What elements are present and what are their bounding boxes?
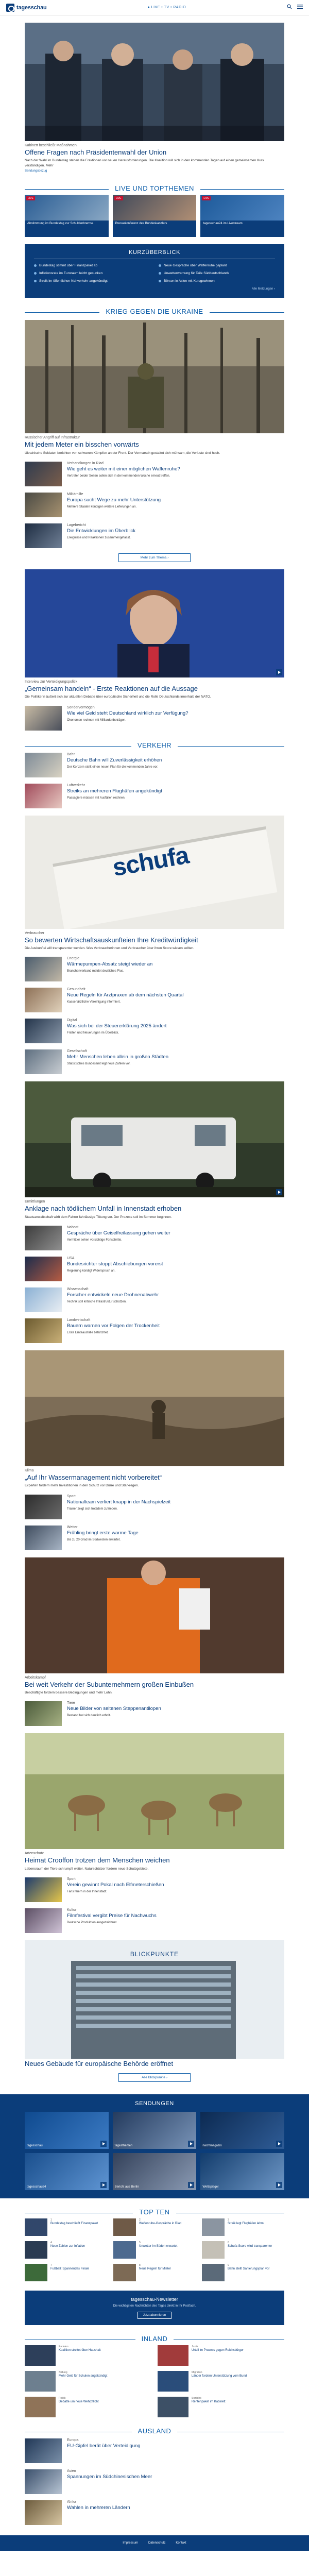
live-card-caption: Abstimmung im Bundestag zur Schuldenbremse: [27, 222, 94, 226]
item-headline[interactable]: Wie geht es weiter mit einer möglichen Waffenruhe?: [67, 466, 180, 472]
ausland-section-title: AUSLAND: [132, 2427, 178, 2435]
main-content: [0, 23, 309, 2082]
inland-item[interactable]: [158, 2397, 284, 2417]
ukraine-image[interactable]: [25, 320, 284, 433]
topten-item[interactable]: [202, 2241, 284, 2259]
sendung-label: nachtmagazin: [202, 2144, 222, 2148]
inland-section-title: INLAND: [135, 2335, 174, 2343]
list-item[interactable]: [25, 2438, 284, 2463]
topten-section-header: [25, 2208, 284, 2216]
sendungen-grid: [25, 2112, 284, 2190]
item-kicker: Parteien: [59, 2345, 68, 2348]
live-card[interactable]: [200, 195, 284, 237]
item-headline[interactable]: Was sich bei der Steuererklärung 2025 ändert: [67, 1023, 167, 1029]
newsletter-subscribe-button[interactable]: Jetzt abonnieren: [138, 2312, 171, 2319]
item-kicker: Landwirtschaft: [67, 1318, 91, 1323]
kurzueberblick-item[interactable]: Inflationsrate im Euroraum leicht gesunken: [34, 271, 150, 276]
sendung-label: Bericht aus Berlin: [114, 2185, 139, 2189]
live-ticker-link[interactable]: ● LIVE • TV • RADIO: [147, 6, 186, 9]
footer-link-impressum[interactable]: Impressum: [123, 2541, 138, 2545]
footer-link-kontakt[interactable]: Kontakt: [176, 2541, 186, 2545]
inland-grid: [25, 2345, 284, 2417]
live-grid: [25, 195, 284, 237]
feature-kicker: Interview zur Verteidigungspolitik: [25, 680, 77, 684]
workers-headline[interactable]: Bei weit Verkehr der Subunternehmern großen Einbußen: [25, 1680, 194, 1688]
blickpunkte-image[interactable]: [25, 1940, 284, 2059]
sendung-card[interactable]: [200, 2112, 284, 2149]
live-badge: LIVE: [26, 196, 35, 200]
live-badge: LIVE: [114, 196, 123, 200]
blickpunkte-overlay-label: BLICKPUNKTE: [130, 1951, 179, 1958]
sendung-card[interactable]: [25, 2153, 109, 2190]
topten-item[interactable]: [25, 2241, 107, 2259]
topten-grid: [25, 2218, 284, 2281]
sendung-label: tagesthemen: [114, 2144, 133, 2148]
item-headline[interactable]: Nationalteam verliert knapp in der Nachspielzeit: [67, 1499, 171, 1505]
topten-rank: 1: [50, 2218, 52, 2222]
item-teaser: Passagiere müssen mit Ausfällen rechnen.: [67, 796, 126, 800]
live-card-caption: Pressekonferenz des Bundeskanzlers: [115, 222, 167, 226]
bullet-icon: [34, 272, 37, 275]
item-headline[interactable]: Debatte um neue Wehrpflicht: [59, 2400, 99, 2403]
schufa-image[interactable]: [25, 816, 284, 929]
workers-teaser: Beschäftigte fordern bessere Bedingungen und mehr Lohn.: [25, 1690, 113, 1694]
item-headline[interactable]: Urteil im Prozess gegen Reichsbürger: [192, 2348, 244, 2352]
item-headline[interactable]: Gespräche über Geiselfreilassung gehen weiter: [67, 1230, 170, 1236]
item-kicker: Gesundheit: [67, 988, 85, 992]
bullet-icon: [34, 280, 37, 282]
item-headline[interactable]: Mehr Menschen leben allein in großen Städten: [67, 1054, 168, 1060]
inland-item[interactable]: [158, 2371, 284, 2392]
list-item[interactable]: [25, 1877, 284, 1902]
bullet-icon: [159, 264, 161, 267]
topten-headline[interactable]: Unwetter im Süden erwartet: [139, 2245, 178, 2248]
item-headline[interactable]: Die Entwicklungen im Überblick: [67, 528, 136, 534]
topten-headline[interactable]: Bahn stellt Sanierungsplan vor: [228, 2267, 270, 2271]
topten-rank: 9: [228, 2264, 229, 2267]
item-kicker: Bildung: [59, 2370, 67, 2374]
item-teaser: Fristen und Neuerungen im Überblick.: [67, 1031, 119, 1035]
weather-image[interactable]: [25, 1350, 284, 1466]
item-teaser: Erste Ernteausfälle befürchtet.: [67, 1331, 109, 1334]
item-teaser: Vertreter beider Seiten sollen sich in der kommenden Woche erneut treffen.: [67, 474, 170, 478]
inland-section-header: [25, 2334, 284, 2343]
list-item[interactable]: [25, 706, 284, 731]
item-headline[interactable]: Neue Regeln für Arztpraxen ab dem nächsten Quartal: [67, 992, 184, 998]
list-item[interactable]: [25, 1701, 284, 1726]
list-item[interactable]: [25, 1526, 284, 1550]
topten-item[interactable]: [113, 2241, 196, 2259]
item-kicker: Europa: [67, 2438, 79, 2442]
item-kicker: Kultur: [67, 1908, 77, 1912]
topten-rank: 5: [139, 2241, 141, 2245]
schufa-headline[interactable]: So bewerten Wirtschaftsauskunfteien Ihre Kreditwürdigkeit: [25, 936, 198, 944]
item-kicker: Luftverkehr: [67, 783, 85, 787]
list-item[interactable]: [25, 2469, 284, 2494]
footer-link-datenschutz[interactable]: Datenschutz: [148, 2541, 166, 2545]
live-card[interactable]: [25, 195, 109, 237]
topten-headline[interactable]: Fußball: Spannendes Finale: [50, 2267, 90, 2271]
list-item[interactable]: [25, 1049, 284, 1074]
bullet-icon: [159, 272, 161, 275]
sendungen-title: SENDUNGEN: [135, 2100, 174, 2107]
newsletter-text: Die wichtigsten Nachrichten des Tages direkt in Ihr Postfach.: [113, 2304, 196, 2308]
antelope-kicker: Artenschutz: [25, 1852, 44, 1856]
sendung-card[interactable]: [200, 2153, 284, 2190]
newsletter-box: [25, 2291, 284, 2325]
item-headline[interactable]: Europa sucht Wege zu mehr Unterstützung: [67, 497, 161, 503]
item-headline[interactable]: Koalition streitet über Haushalt: [59, 2348, 101, 2352]
item-teaser: Fans feiern in der Innenstadt.: [67, 1890, 108, 1893]
item-headline[interactable]: Filmfestival vergibt Preise für Nachwuchs: [67, 1913, 157, 1919]
item-kicker: Tiere: [67, 1701, 75, 1705]
kurzueberblick-box: [25, 244, 284, 298]
kurzueberblick-item[interactable]: Börsen in Asien mit Kursgewinnen: [159, 279, 275, 283]
item-teaser: Ökonomen rechnen mit Milliardenbeträgen.: [67, 718, 127, 722]
topten-headline[interactable]: Streik legt Flughäfen lahm: [228, 2222, 264, 2226]
lead-image[interactable]: [25, 23, 284, 141]
list-item[interactable]: [25, 957, 284, 981]
inland-item[interactable]: [25, 2371, 151, 2392]
list-item[interactable]: [25, 1257, 284, 1281]
item-kicker: Sondervermögen: [67, 705, 95, 709]
item-headline[interactable]: Deutsche Bahn will Zuverlässigkeit erhöhen: [67, 757, 162, 763]
header-icons: [287, 4, 303, 11]
item-headline[interactable]: Rentenpaket im Kabinett: [192, 2400, 226, 2403]
schufa-teaser: Die Auskunftei will transparenter werden. Was Verbraucherinnen und Verbraucher über ihren Score wissen sollten.: [25, 946, 195, 950]
sendung-label: Weltspiegel: [202, 2185, 219, 2189]
list-item[interactable]: [25, 1908, 284, 1933]
item-headline[interactable]: Wahlen in mehreren Ländern: [67, 2504, 130, 2511]
tagesschau-logo[interactable]: [6, 4, 47, 12]
item-teaser: Kassenärztliche Vereinigung informiert.: [67, 1001, 121, 1004]
item-kicker: Asien: [67, 2469, 76, 2473]
item-headline[interactable]: Wärmepumpen-Absatz steigt wieder an: [67, 961, 153, 968]
search-icon[interactable]: [287, 4, 292, 11]
item-teaser: Trainer zeigt sich trotzdem zufrieden.: [67, 1507, 118, 1511]
top-navigation-bar: [0, 0, 309, 15]
kurzueberblick-item[interactable]: Unwetterwarnung für Teile Süddeutschlands: [159, 271, 275, 276]
footer: [0, 2535, 309, 2551]
item-kicker: Sport: [67, 1877, 76, 1882]
antelope-image[interactable]: [25, 1733, 284, 1849]
topten-headline[interactable]: Neue Regeln für Mieter: [139, 2267, 171, 2271]
list-item[interactable]: [25, 988, 284, 1012]
topten-item[interactable]: [113, 2264, 196, 2281]
play-icon[interactable]: [188, 2182, 194, 2188]
item-kicker: Soziales: [192, 2396, 201, 2400]
schufa-kicker: Verbraucher: [25, 931, 45, 935]
list-item[interactable]: [25, 462, 284, 486]
item-teaser: Branchenverband meldet deutliches Plus.: [67, 970, 124, 973]
lower-content: [0, 2208, 309, 2524]
topten-rank: 3: [228, 2218, 229, 2222]
item-kicker: Gesellschaft: [67, 1049, 87, 1054]
play-icon[interactable]: [100, 2182, 107, 2188]
topten-item[interactable]: [202, 2264, 284, 2281]
item-teaser: Vermittler sehen vorsichtige Fortschritte.: [67, 1238, 123, 1242]
play-icon[interactable]: [276, 669, 282, 675]
item-kicker: USA: [67, 1257, 75, 1261]
logo-text: tagesschau: [16, 4, 47, 11]
weather-headline[interactable]: „Auf Ihr Wassermanagement nicht vorbereitet“: [25, 1473, 162, 1482]
kurzueberblick-list: [34, 263, 275, 283]
live-section-title: LIVE UND TOPTHEMEN: [109, 184, 200, 192]
item-headline[interactable]: Länder fordern Unterstützung vom Bund: [192, 2374, 247, 2378]
item-headline[interactable]: Wie viel Geld steht Deutschland wirklich zur Verfügung?: [67, 710, 188, 716]
feature-headline[interactable]: „Gemeinsam handeln“ - Erste Reaktionen auf die Aussage: [25, 685, 198, 693]
live-badge: LIVE: [202, 196, 211, 200]
topten-headline[interactable]: Schufa-Score wird transparenter: [228, 2245, 272, 2248]
item-kicker: Lagebericht: [67, 523, 86, 528]
list-item[interactable]: [25, 753, 284, 777]
kurzueberblick-more-link[interactable]: Alle Meldungen ›: [251, 287, 275, 291]
newsletter-title: tagesschau-Newsletter: [131, 2297, 178, 2302]
topten-item[interactable]: [25, 2218, 107, 2236]
item-headline[interactable]: Verein gewinnt Pokal nach Elfmeterschießen: [67, 1882, 164, 1888]
item-kicker: Digital: [67, 1019, 77, 1023]
lead-teaser: Nach der Wahl im Bundestag stehen die Fraktionen vor neuen Herausforderungen. Die Koalition will sich in den kommenden Tagen auf einen gemeinsamen Kurs verständigen. Mehr: [25, 159, 264, 167]
play-icon[interactable]: [188, 2141, 194, 2147]
topten-headline[interactable]: Neue Zahlen zur Inflation: [50, 2245, 85, 2248]
item-teaser: Regierung kündigt Widerspruch an.: [67, 1269, 116, 1273]
item-kicker: Sport: [67, 1494, 76, 1498]
item-headline[interactable]: Mehr Geld für Schulen angekündigt: [59, 2374, 108, 2378]
live-section-header: [25, 184, 284, 193]
list-item[interactable]: [25, 1287, 284, 1312]
sendung-label: tagesschau24: [27, 2185, 46, 2189]
van-teaser: Staatsanwaltschaft wirft dem Fahrer fahrlässige Tötung vor. Der Prozess soll im Sommer beginnen.: [25, 1215, 172, 1219]
list-item[interactable]: [25, 1019, 284, 1043]
lead-kicker: Kabinett beschließt Maßnahmen: [25, 144, 77, 147]
ukraine-section-header: [25, 307, 284, 316]
item-kicker: Wissenschaft: [67, 1287, 89, 1292]
item-kicker: Energie: [67, 957, 80, 961]
weather-kicker: Klima: [25, 1469, 34, 1473]
ukraine-headline[interactable]: Mit jedem Meter ein bisschen vorwärts: [25, 440, 139, 449]
sendungen-band: [0, 2094, 309, 2198]
topten-rank: 4: [50, 2241, 52, 2245]
logo-mark-icon: [6, 4, 14, 12]
item-headline[interactable]: Forscher entwickeln neue Drohnenabwehr: [67, 1292, 159, 1298]
inland-item[interactable]: [158, 2345, 284, 2366]
kurzueberblick-item[interactable]: Streik im öffentlichen Nahverkehr angekündigt: [34, 279, 150, 283]
list-item[interactable]: [25, 1226, 284, 1250]
item-teaser: Statistisches Bundesamt legt neue Zahlen vor.: [67, 1062, 131, 1066]
live-card-caption: tagesschau24 im Livestream: [203, 222, 243, 226]
sendung-card[interactable]: [113, 2153, 197, 2190]
topten-rank: 6: [228, 2241, 229, 2245]
topten-item[interactable]: [202, 2218, 284, 2236]
verkehr-section-header: [25, 741, 284, 747]
feature-image[interactable]: [25, 569, 284, 677]
item-headline[interactable]: Spannungen im Südchinesischen Meer: [67, 2473, 152, 2480]
item-headline[interactable]: Streiks an mehreren Flughäfen angekündigt: [67, 788, 162, 794]
item-headline[interactable]: Frühling bringt erste warme Tage: [67, 1530, 139, 1536]
item-kicker: Afrika: [67, 2500, 76, 2504]
item-kicker: Wetter: [67, 1525, 78, 1529]
item-headline[interactable]: Neue Bilder von seltenen Steppenantilopen: [67, 1706, 161, 1712]
verkehr-section-title: VERKEHR: [131, 741, 178, 749]
play-icon[interactable]: [100, 2141, 107, 2147]
ausland-section-header: [25, 2427, 284, 2435]
item-teaser: Deutsche Produktion ausgezeichnet.: [67, 1921, 117, 1924]
blickpunkte-headline[interactable]: Neues Gebäude für europäische Behörde eröffnet: [25, 2060, 174, 2068]
topten-item[interactable]: [113, 2218, 196, 2236]
schufa-logo: schufa: [110, 841, 191, 882]
ukraine-teaser: Ukrainische Soldaten berichten von schweren Kämpfen an der Front. Der Vormarsch gestaltet sich mühsam, die Verluste sind hoch.: [25, 451, 220, 455]
kurzueberblick-item[interactable]: Neue Gespräche über Waffenruhe geplant: [159, 263, 275, 268]
kurzueberblick-title: KURZÜBERBLICK: [34, 249, 275, 259]
bullet-icon: [34, 264, 37, 267]
topten-rank: 2: [139, 2218, 141, 2222]
inland-item[interactable]: [25, 2397, 151, 2417]
menu-icon[interactable]: [297, 4, 303, 11]
item-kicker: Justiz: [192, 2345, 198, 2348]
list-item[interactable]: [25, 1495, 284, 1519]
list-item[interactable]: [25, 1318, 284, 1343]
item-teaser: Bis zu 20 Grad im Südwesten erwartet.: [67, 1538, 121, 1541]
item-kicker: Nahost: [67, 1226, 79, 1230]
item-teaser: Ereignisse und Reaktionen zusammengefasst.: [67, 536, 131, 539]
blickpunkte-more-button[interactable]: Alle Blickpunkte ›: [118, 2073, 191, 2082]
feature-teaser: Die Politikerin äußert sich zur aktuellen Debatte über europäische Sicherheit und die Rolle Deutschlands innerhalb der NATO.: [25, 695, 211, 699]
sendung-label: tagesschau: [27, 2144, 43, 2148]
antelope-headline[interactable]: Heimat Crooffon trotzen dem Menschen weichen: [25, 1856, 170, 1865]
item-kicker: Politik: [59, 2396, 66, 2400]
item-teaser: Technik soll kritische Infrastruktur schützen.: [67, 1300, 127, 1303]
van-kicker: Ermittlungen: [25, 1200, 45, 1204]
weather-teaser: Experten fordern mehr Investitionen in den Schutz vor Dürre und Starkregen.: [25, 1484, 139, 1488]
list-item[interactable]: [25, 784, 284, 808]
play-icon[interactable]: [276, 1189, 282, 1195]
lead-meta-link[interactable]: Sendungsbezug: [25, 170, 47, 173]
sendung-card[interactable]: [113, 2112, 197, 2149]
sendung-card[interactable]: [25, 2112, 109, 2149]
bullet-icon: [159, 280, 161, 282]
item-headline[interactable]: Bauern warnen vor Folgen der Trockenheit: [67, 1323, 160, 1329]
item-kicker: Verhandlungen in Riad: [67, 462, 104, 466]
item-kicker: Bahn: [67, 752, 76, 756]
list-item[interactable]: [25, 523, 284, 548]
van-headline[interactable]: Anklage nach tödlichem Unfall in Innenstadt erhoben: [25, 1205, 182, 1213]
van-image[interactable]: [25, 1081, 284, 1197]
topten-section-title: TOP TEN: [133, 2208, 176, 2216]
topten-rank: 7: [50, 2264, 52, 2267]
item-teaser: Der Konzern stellt einen neuen Plan für die kommenden Jahre vor.: [67, 765, 159, 769]
inland-item[interactable]: [25, 2345, 151, 2366]
item-teaser: Mehrere Staaten kündigen weitere Lieferungen an.: [67, 505, 137, 509]
workers-kicker: Arbeitskampf: [25, 1675, 46, 1680]
lead-headline[interactable]: Offene Fragen nach Präsidentenwahl der Union: [25, 148, 167, 156]
play-icon[interactable]: [276, 2141, 282, 2147]
ukraine-kicker: Russischer Angriff auf Infrastruktur: [25, 436, 80, 440]
antelope-teaser: Lebensraum der Tiere schrumpft weiter. Naturschützer fordern neue Schutzgebiete.: [25, 1867, 149, 1871]
list-item[interactable]: [25, 2500, 284, 2525]
topten-item[interactable]: [25, 2264, 107, 2281]
item-headline[interactable]: Bundesrichter stoppt Abschiebungen vorerst: [67, 1261, 163, 1267]
topten-rank: 8: [139, 2264, 141, 2267]
ukraine-section-title: KRIEG GEGEN DIE UKRAINE: [99, 308, 209, 315]
live-card[interactable]: [113, 195, 197, 237]
list-item[interactable]: [25, 493, 284, 517]
item-teaser: Bestand hat sich deutlich erholt.: [67, 1714, 111, 1718]
ukraine-more-button[interactable]: Mehr zum Thema ›: [118, 553, 191, 562]
item-headline[interactable]: EU-Gipfel berät über Verteidigung: [67, 2443, 141, 2449]
topten-headline[interactable]: Waffenruhe-Gespräche in Riad: [139, 2222, 182, 2226]
kurzueberblick-item[interactable]: Bundestag stimmt über Finanzpaket ab: [34, 263, 150, 268]
workers-image[interactable]: [25, 1557, 284, 1673]
item-kicker: Militärhilfe: [67, 493, 83, 497]
item-kicker: Migration: [192, 2370, 202, 2374]
play-icon[interactable]: [276, 2182, 282, 2188]
topten-headline[interactable]: Bundestag beschließt Finanzpaket: [50, 2222, 98, 2226]
